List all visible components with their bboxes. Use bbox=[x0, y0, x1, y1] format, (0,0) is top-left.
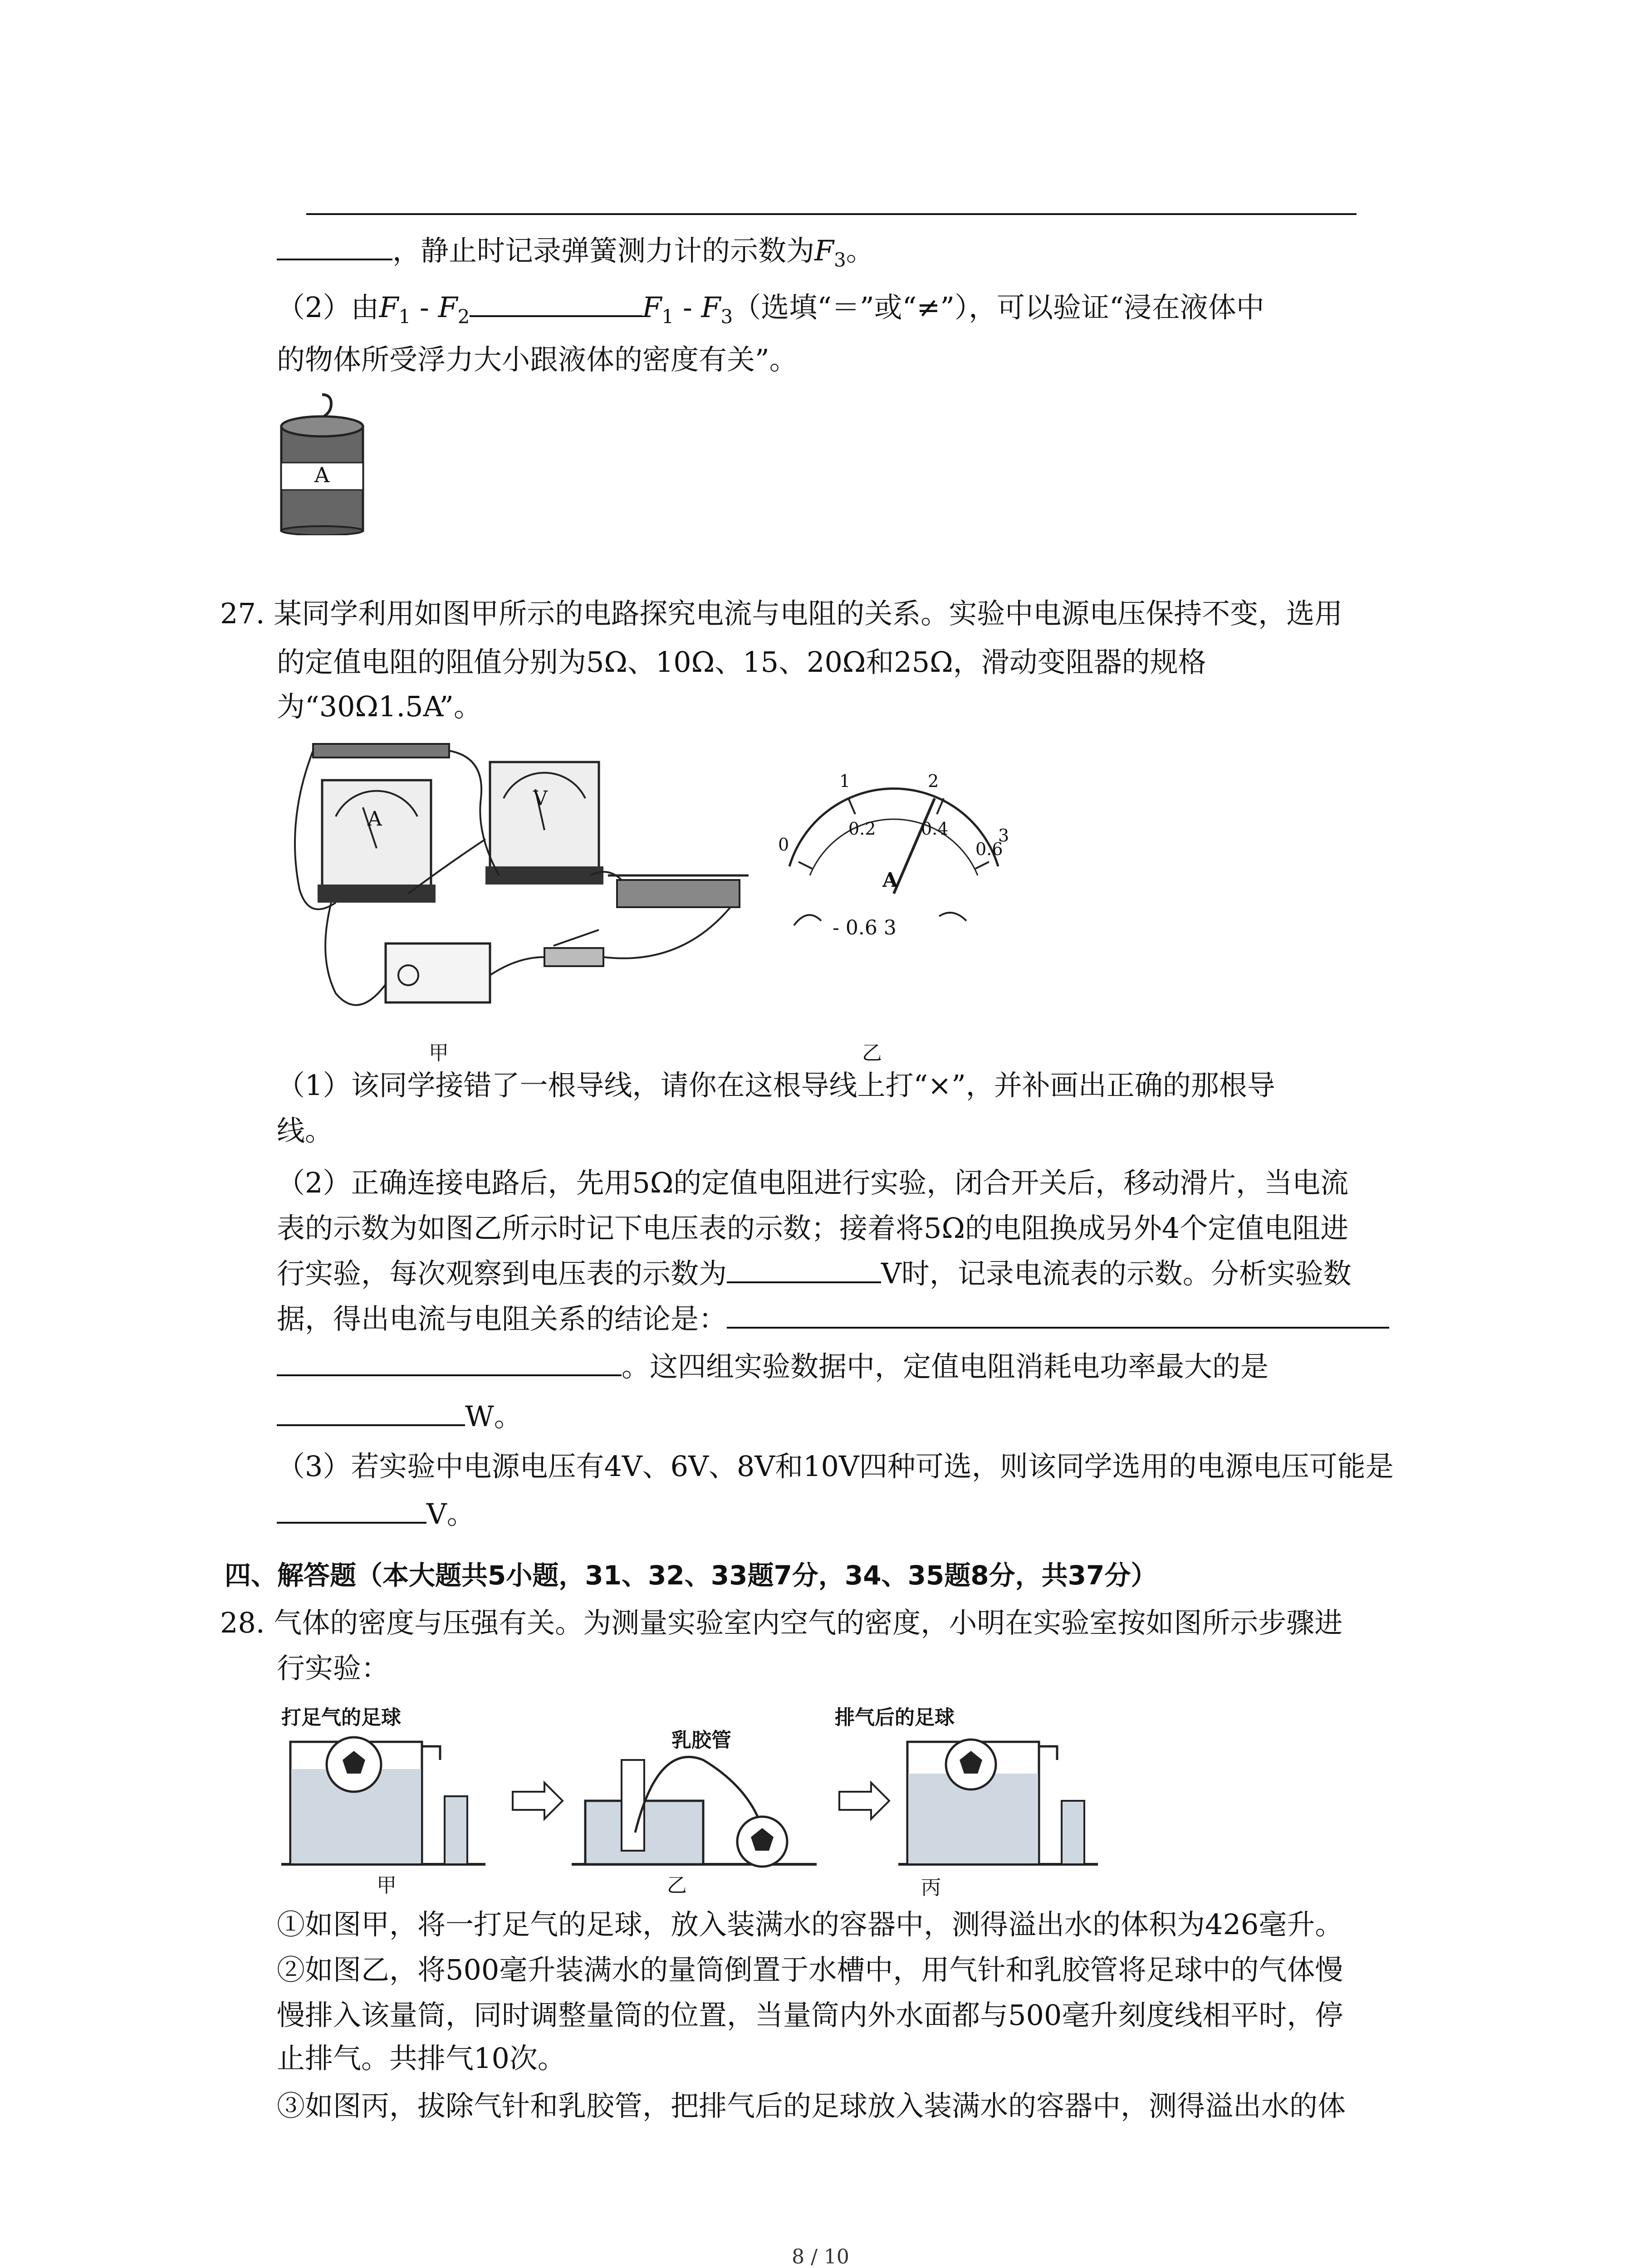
dial-tick-0.6: 0.6 bbox=[975, 839, 1003, 859]
q27-line2: 的定值电阻的阻值分别为5Ω、10Ω、15、20Ω和25Ω，滑动变阻器的规格 bbox=[277, 645, 1206, 679]
q28-line2: 行实验： bbox=[277, 1652, 390, 1685]
answer-blank[interactable] bbox=[727, 1254, 881, 1283]
q28-step2-line2: 慢排入该量筒，同时调整量筒的位置，当量筒内外水面都与500毫升刻度线相平时，停 bbox=[277, 1999, 1343, 2032]
q27-sub2-line1: （2）正确连接电路后，先用5Ω的定值电阻进行实验，闭合开关后，移动滑片，当电流 bbox=[277, 1166, 1349, 1199]
label-yi: 乙 bbox=[667, 1874, 687, 1897]
page-number: 8 / 10 bbox=[792, 2245, 849, 2268]
answer-blank[interactable] bbox=[470, 288, 642, 317]
q27-sub2-line5: 。这四组实验数据中，定值电阻消耗电功率最大的是 bbox=[277, 1345, 1269, 1388]
dial-tick-0.4: 0.4 bbox=[921, 819, 949, 839]
dial-tick-0: 0 bbox=[778, 835, 789, 855]
q27-sub2-line3: 行实验，每次观察到电压表的示数为 V时，记录电流表的示数。分析实验数 bbox=[277, 1252, 1352, 1295]
q28-step2-line3: 止排气。共排气10次。 bbox=[277, 2042, 566, 2075]
q26-part2: （2）由$F_1 - F_2$ $F_1 - F_3$（选填“＝”或“≠”），可以验证“浸在液体中 bbox=[277, 286, 1264, 338]
dial-tick-3: 3 bbox=[998, 826, 1009, 846]
caption-bing: 排气后的足球 bbox=[835, 1706, 955, 1729]
dial-tick-2: 2 bbox=[928, 771, 939, 791]
cylinder-label: A bbox=[314, 463, 330, 487]
q28-step3: ③如图丙，拔除气针和乳胶管，把排气后的足球放入装满水的容器中，测得溢出水的体 bbox=[277, 2089, 1346, 2122]
dial-tick-1: 1 bbox=[839, 771, 851, 791]
answer-blank[interactable] bbox=[277, 231, 392, 260]
section-heading: 四、解答题（本大题共5小题，31、32、33题7分，34、35题8分，共37分） bbox=[225, 1560, 1157, 1591]
q28-line1: 28. 气体的密度与压强有关。为测量实验室内空气的密度，小明在实验室按如图所示步骤进 bbox=[220, 1606, 1343, 1639]
q27-line3: 为“30Ω1.5A”。 bbox=[277, 690, 482, 723]
q28-step2-line1: ②如图乙，将500毫升装满水的量筒倒置于水槽中，用气针和乳胶管将足球中的气体慢 bbox=[277, 1953, 1343, 1986]
q27-sub2-line2: 表的示数为如图乙所示时记下电压表的示数；接着将5Ω的电阻换成另外4个定值电阻进 bbox=[277, 1212, 1349, 1245]
q27-sub2-line6: W。 bbox=[277, 1395, 522, 1438]
dial-unit-a: A bbox=[882, 869, 898, 892]
caption-jia: 打足气的足球 bbox=[281, 1706, 401, 1729]
q27-sub2-line4: 据，得出电流与电阻关系的结论是： bbox=[277, 1297, 1389, 1341]
voltmeter-label: V bbox=[533, 787, 548, 810]
figure-label-jia: 甲 bbox=[429, 1041, 449, 1065]
circuit-figure-jia bbox=[272, 730, 762, 1025]
caption-yi: 乳胶管 bbox=[671, 1729, 731, 1752]
dial-tick-0.2: 0.2 bbox=[848, 819, 876, 839]
answer-blank[interactable] bbox=[277, 1397, 465, 1426]
dial-terminals: - 0.6 3 bbox=[833, 916, 896, 939]
q27-sub3-line1: （3）若实验中电源电压有4V、6V、8V和10V四种可选，则该同学选用的电源电压可能是 bbox=[277, 1450, 1394, 1483]
answer-blank[interactable] bbox=[727, 1300, 1389, 1329]
q26-line-a: ，静止时记录弹簧测力计的示数为$F_3$。 bbox=[277, 229, 874, 282]
answer-blank[interactable] bbox=[277, 1347, 622, 1376]
ammeter-label: A bbox=[367, 807, 382, 831]
figure-label-yi: 乙 bbox=[862, 1041, 882, 1065]
label-bing: 丙 bbox=[921, 1876, 941, 1899]
q28-step1: ①如图甲，将一打足气的足球，放入装满水的容器中，测得溢出水的体积为426毫升。 bbox=[277, 1908, 1343, 1941]
q26-part2-line2: 的物体所受浮力大小跟液体的密度有关”。 bbox=[277, 343, 798, 376]
q27-sub1-line2: 线。 bbox=[277, 1114, 333, 1147]
answer-blank[interactable] bbox=[277, 1495, 426, 1524]
answer-line-top bbox=[306, 213, 1357, 215]
label-jia: 甲 bbox=[377, 1874, 397, 1897]
q27-line1: 27. 某同学利用如图甲所示的电路探究电流与电阻的关系。实验中电源电压保持不变，选用 bbox=[220, 597, 1343, 630]
q27-sub3-line2: V。 bbox=[277, 1492, 475, 1536]
q27-sub1-line1: （1）该同学接错了一根导线，请你在这根导线上打“×”，并补画出正确的那根导 bbox=[277, 1069, 1275, 1102]
